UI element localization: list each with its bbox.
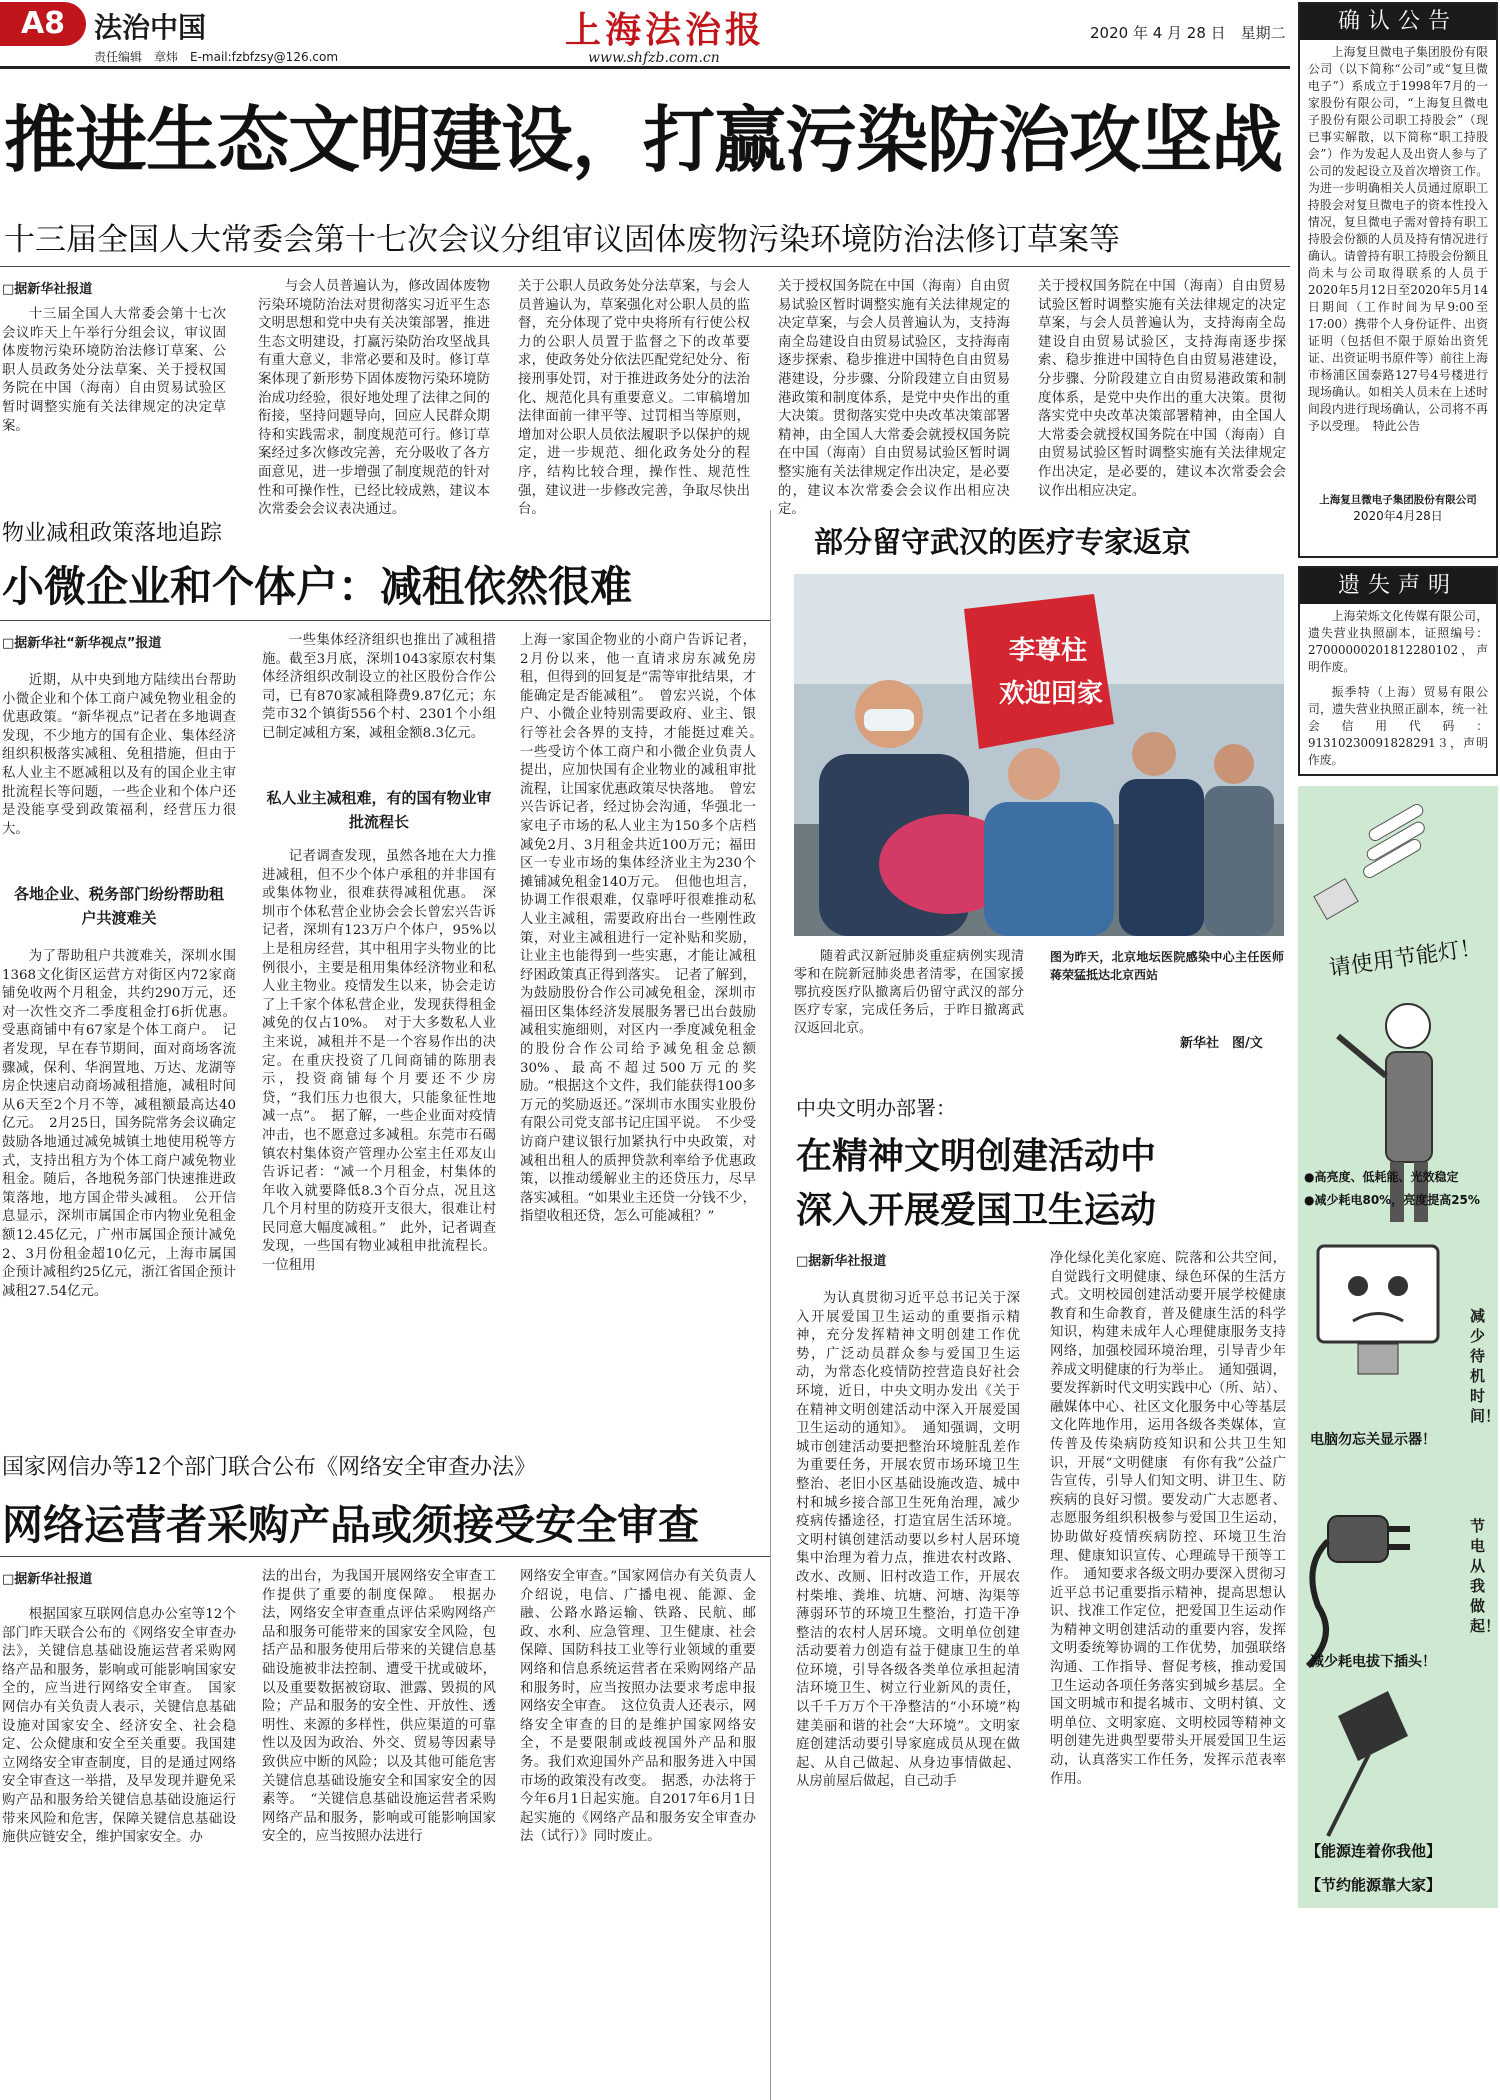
divider (0, 1556, 770, 1557)
ad-feature-2: ●减少耗电80%，亮度提高25% (1304, 1193, 1480, 1207)
ad-feature-1: ●高亮度、低耗能、光效稳定 (1304, 1170, 1459, 1184)
monitor-icon (1318, 1246, 1438, 1374)
lead-column-4: 关于授权国务院在中国（海南）自由贸易试验区暂时调整实施有关法律规定的决定草案，与会人员普遍认为，支持海南全岛建设自由贸易试验区，支持海南逐步探索、稳步推进中国特色自由贸易港建设，分步骤、分阶段建立自由贸易港政策和制度体系，是党中央作出的重大决策。贯彻落实党中央改革决策部署精神，由全国人大常委会就授权国务院在中国（海南）自由贸易试验区暂时调整实施有关法律规定作出决定，是必要的，建议本次常委会会议作出相应决定。 (778, 279, 1010, 518)
photo-credit: 新华社 图/文 (1180, 1036, 1263, 1051)
notice-confirmation-title: 确认公告 (1300, 4, 1496, 40)
column-divider (770, 510, 771, 2100)
issue-date: 2020 年 4 月 28 日 星期二 (1090, 24, 1286, 42)
lead-byline: □据新华社报道 (2, 282, 93, 297)
plug-icon (1308, 1516, 1410, 1666)
newspaper-url: www.shfzb.com.cn (588, 50, 720, 66)
ad-slogan: 请使用节能灯！ (1327, 935, 1484, 982)
editor-line: 责任编辑 章炜 E-mail:fzbfzsy@126.com (94, 50, 339, 64)
rent-column-2a: 一些集体经济组织也推出了减租措施。截至3月底，深圳1043家原农村集体经济组织改制设立的社区股份合作公司，已有870家减租降费9.87亿元；东莞市32个镇街556个村、2301个小组已制定减租方案，减租金额8.3亿元。 (262, 633, 496, 741)
civ-headline-1: 在精神文明创建活动中 (796, 1136, 1157, 1177)
lamp-icon (1328, 1691, 1408, 1836)
net-column-2: 法的出台，为我国开展网络安全审查工作提供了重要的制度保障。 根据办法，网络安全审查重点评估采购网络产品和服务可能带来的国家安全风险，包括产品和服务使用后带来的关键信息基础设施被非法控制、遭受干扰或破坏，以及重要数据被窃取、泄露、毁损的风险；产品和服务的安全性、开放性、透明性、来源的多样性，供应渠道的可靠性以及因为政治、外交、贸易等因素导致供应中断的风险；以及其他可能危害关键信息基础设施安全和国家安全的因素等。 “关键信息基础设施运营者采购网络产品和服务，影响或可能影响国家安全的，应当按照办法进行 (262, 1569, 496, 1845)
rent-column-1b: 为了帮助租户共渡难关，深圳水围1368文化街区运营方对街区内72家商铺免收两个月租金，共约290万元，还对一次性交齐二季度租金打6折优惠。受惠商铺中有67家是个体工商户。 记者发现，早在春节期间，面对商场客流骤减，保利、华润置地、万达、龙湖等房企快速启动商场减租措施，减租时间从6天至2个月不等，减租额最高达40亿元。 2月25日，国务院常务会议确定鼓励各地通过减免城镇土地使用税等方式，支持出租方为个体工商户减免物业租金。随后，各地税务部门快速推进政策落地，地方国企带头减租。 公开信息显示，深圳市属国企市内物业免租金额12.45亿元，广州市属国企预计减免2、3月份租金超10亿元，上海市属国企预计减租约25亿元，浙江省国企预计减租27.54亿元。 (2, 949, 236, 1299)
notice-confirmation-body: 上海复旦微电子集团股份有限公司（以下简称“公司”或“复旦微电子”）系成立于1998年7月的一家股份有限公司，“上海复旦微电子股份有限公司职工持股会”（现已事实解散，以下简称“职工持股会”）作为发起人及出资人参与了公司的发起设立及首次增资工作。为进一步明确相关人员通过原职工持股会对复旦微电子的资本性投入情况，复旦微电子需对曾持有职工持股会份额的人员及持有情况进行确认。请曾持有职工持股会份额且尚未与公司取得联系的人员于2020年5月12日至2020年5月14日期间（工作时间为早9:00至17:00）携带个人身份证件、出资证明（包括但不限于原始出资凭证、出资证明书原件等）前往上海市杨浦区国泰路127号4号楼进行现场确认。如相关人员未在上述时间段内进行现场确认，公司将不再予以受理。 特此公告 (1308, 45, 1488, 433)
civ-byline: □据新华社报道 (796, 1254, 887, 1269)
divider (0, 620, 770, 621)
net-headline: 网络运营者采购产品或须接受安全审查 (2, 1501, 699, 1549)
photo-headline: 部分留守武汉的医疗专家返京 (814, 525, 1192, 559)
notice-confirmation-date: 2020年4月28日 (1353, 509, 1443, 523)
notice-lost-title: 遗失声明 (1300, 568, 1496, 604)
notice-lost-body-2: 振季特（上海）贸易有限公司，遗失营业执照正副本，统一社会信用代码：91310230091828291３，声明作废。 (1308, 685, 1488, 767)
sign-text-2: 欢迎回家 (999, 679, 1104, 709)
ad-vertical-2: 节电从我做起！ (1470, 1517, 1500, 1635)
net-column-1: 根据国家互联网信息办公室等12个部门昨天联合公布的《网络安全审查办法》，关键信息基础设施运营者采购网络产品和服务，影响或可能影响国家安全的，应当进行网络安全审查。 国家网信办有关负责人表示，关键信息基础设施对国家安全、经济安全、社会稳定、公众健康和安全至关重要。我国建立网络安全审查制度，目的是通过网络安全审查这一举措，及早发现并避免采购产品和服务给关键信息基础设施运行带来风险和危害，保障关键信息基础设施供应链安全，维护国家安全。办 (2, 1607, 236, 1846)
rent-subhead-2: 私人业主减租难，有的国有物业审批流程长 (266, 789, 492, 831)
notice-confirmation (1298, 2, 1498, 558)
rent-kicker: 物业减租政策落地追踪 (2, 521, 223, 546)
notice-confirmation-company: 上海复旦微电子集团股份有限公司 (1319, 494, 1477, 506)
notice-lost-body-1: 上海荣烁文化传媒有限公司，遗失营业执照副本，证照编号：27000000201812280102，声明作废。 (1308, 609, 1488, 674)
civ-headline-2: 深入开展爱国卫生运动 (796, 1190, 1157, 1231)
lead-subheadline: 十三届全国人大常委会第十七次会议分组审议固体废物污染环境防治法修订草案等 (4, 222, 1120, 258)
net-kicker: 国家网信办等12个部门联合公布《网络安全审查办法》 (2, 1455, 536, 1480)
news-photo (794, 574, 1284, 936)
net-byline: □据新华社报道 (2, 1572, 93, 1587)
sign-text-1: 李尊柱 (1009, 636, 1088, 666)
man-illustration-icon (1338, 1004, 1432, 1222)
ad-line-1: 电脑勿忘关显示器！ (1310, 1432, 1436, 1448)
newspaper-logo: 上海法治报 (565, 9, 766, 51)
civ-column-1: 为认真贯彻习近平总书记关于深入开展爱国卫生运动的重要指示精神，充分发挥精神文明创建工作优势，广泛动员群众参与爱国卫生运动，为常态化疫情防控营造良好社会环境，近日，中央文明办发出《关于在精神文明创建活动中深入开展爱国卫生运动的通知》。 通知强调，文明城市创建活动要把整治环境脏乱差作为重要任务，开展农贸市场环境卫生整治、老旧小区基础设施改造、城中村和城乡接合部卫生死角治理，减少疫病传播途径，打造宜居生活环境。文明村镇创建活动要以乡村人居环境集中治理为着力点，推进农村改路、改水、改厕、旧村改造工作，开展农村柴堆、粪堆、坑塘、河塘、沟渠等薄弱环节的环境卫生整治，打造干净整洁的农村人居环境。文明单位创建活动要着力创造有益于健康卫生的单位环境，引导各级各类单位承担起清洁环境卫生、树立行业新风的责任，以千千万万个干净整洁的“小环境”构建美丽和谐的社会“大环境”。文明家庭创建活动要引导家庭成员从现在做起、从自己做起、从身边事情做起、从房前屋后做起，自己动手 (796, 1291, 1020, 1790)
lead-column-1: 十三届全国人大常委会第十七次会议昨天上午举行分组会议，审议固体废物污染环境防治法修订草案、公职人员政务处分法草案、关于授权国务院在中国（海南）自由贸易试验区暂时调整实施有关法律规定的决定草案。 (2, 307, 226, 434)
page-number: A8 (0, 2, 86, 46)
photo-caption-2: 图为昨天，北京地坛医院感染中心主任医师蒋荣猛抵达北京西站 (1050, 950, 1284, 982)
cfl-bulb-icon (1314, 802, 1427, 919)
rent-column-1a: 近期，从中央到地方陆续出台帮助小微企业和个体工商户减免物业租金的优惠政策。“新华视点”记者在多地调查发现，不少地方的国有企业、集体经济组织积极落实减租、免租措施，但由于私人业主不愿减租以及有的国企业主审批流程长等问题，一些企业和个体户还是没能享受到政策福利，经营压力很大。 (2, 673, 236, 837)
notice-lost (1298, 566, 1498, 776)
energy-ad (1298, 786, 1498, 1908)
lead-column-2: 与会人员普遍认为，修改固体废物污染环境防治法对贯彻落实习近平生态文明思想和党中央有关决策部署，推进生态文明建设，打赢污染防治攻坚战具有重大意义，非常必要和及时。修订草案体现了新形势下固体废物污染环境防治成功经验，很好地处理了法律之间的衔接，坚持问题导向，回应人民群众期待和实践需求，制度规范可行。修订草案经过多次修改完善，充分吸收了各方面意见，进一步增强了制度规范的针对性和可操作性，已经比较成熟，建议本次常委会会议表决通过。 (258, 279, 490, 518)
ad-illustration (1298, 786, 1498, 1908)
rent-byline: □据新华社“新华视点”报道 (2, 636, 162, 651)
rent-column-3: 上海一家国企物业的小商户告诉记者，2月份以来，他一直请求房东减免房租，但得到的回复是“需等审批结果，才能确定是否能减租”。 曾宏兴说，个体户、小微企业特别需要政府、业主、银行等社会各界的支持，才能挺过难关。 一些受访个体工商户和小微企业负责人提出，应加快国有企业物业的减租审批流程，让国家优惠政策尽快落地。 曾宏兴告诉记者，经过协会沟通，华强北一家电子市场的私人业主为150多个店档减免2月、3月租金共近100万元；福田区一专业市场的集体经济业主为230个摊铺减免租金140万元。 但他也坦言，协调工作很艰难，仅靠呼吁很难推动私人业主减租，需要政府出台一些刚性政策，对业主减租进行一定补贴和奖励，让业主也能得到一些实惠，才能让减租纾困政策真正得到落实。 记者了解到，为鼓励股份合作公司减免租金，深圳市福田区集体经济发展服务署已出台鼓励减租实施细则，对区内一季度减免租金的股份合作公司给予减免租金总额30%、最高不超过500万元的奖励。“根据这个文件，我们能获得100多万元的奖励返还。”深圳市水围实业股份有限公司党支部书记庄国平说。 不少受访商户建议银行加紧执行中央政策，对减租出租人的质押贷款利率给予优惠政策，以推动缓解业主的还贷压力，尽早落实减租。“如果业主还贷一分钱不少，指望收租还贷，怎么可能减租？” (520, 633, 770, 1225)
rent-subhead-1: 各地企业、税务部门纷纷帮助租户共渡难关 (13, 885, 224, 927)
divider (0, 266, 1290, 267)
civ-kicker: 中央文明办部署： (796, 1096, 956, 1120)
masthead-rule (0, 66, 1290, 69)
section-title: 法治中国 (94, 11, 207, 44)
ad-line-2: 减少耗电拔下插头！ (1310, 1654, 1436, 1670)
lead-headline: 推进生态文明建设，打赢污染防治攻坚战 (4, 98, 1283, 182)
photo-illustration (794, 574, 1284, 936)
rent-column-2b: 记者调查发现，虽然各地在大力推进减租，但不少个体户承租的并非国有或集体物业，很难获得减租优惠。 深圳市个体私营企业协会会长曾宏兴告诉记者，深圳有123万户个体户，95%以上是租房经营，其中租用字头物业的比例很小，主要是租用集体经济物业和私人业主物业。疫情发生以来，协会走访了上千家个体私营企业，发现获得租金减免的仅占10%。 对于大多数私人业主来说，减租并不是一个容易作出的决定。在重庆投资了几间商铺的陈朋表示，投资商铺每个月要还不少房贷，“我们压力也很大，只能象征性地减一点”。 据了解，一些企业面对疫情冲击，也不愿意过多减租。东莞市石碣镇农村集体资产管理办公室主任邓友山告诉记者：“减一个月租金，村集体的年收入就要降低8.3个百分点，况且这几个月村里的防疫开支很大，很难让村民同意大幅度减租。” 此外，记者调查发现，一些国有物业减租申批流程长。一位租用 (262, 849, 496, 1274)
lead-column-5: 关于授权国务院在中国（海南）自由贸易试验区暂时调整实施有关法律规定的决定草案，与会人员普遍认为，支持海南全岛建设自由贸易试验区，支持海南逐步探索、稳步推进中国特色自由贸易港建设，分步骤、分阶段建立自由贸易港政策和制度体系，是党中央作出的重大决策。贯彻落实党中央改革决策部署精神，由全国人大常委会就授权国务院在中国（海南）自由贸易试验区暂时调整实施有关法律规定作出决定，是必要的，建议本次常委会会议作出相应决定。 (1038, 279, 1286, 499)
rent-headline: 小微企业和个体户：减租依然很难 (2, 562, 633, 611)
ad-vertical-1: 减少待机时间！ (1470, 1307, 1500, 1425)
ad-footer-2: 【节约能源靠大家】 (1306, 1876, 1442, 1894)
civ-column-2: 净化绿化美化家庭、院落和公共空间，自觉践行文明健康、绿色环保的生活方式。文明校园创建活动要开展学校健康教育和生命教育，普及健康生活的科学知识，构建未成年人心理健康服务支持网络，加强校园环境治理，引导青少年养成文明健康的行为举止。 通知强调，要发挥新时代文明实践中心（所、站）、融媒体中心、社区文化服务中心等基层文化阵地作用，运用各级各类媒体，宣传普及传染病防疫知识和公共卫生知识，开展“文明健康 有你有我”公益广告宣传，引导人们知文明、讲卫生、防疾病的良好习惯。要发动广大志愿者、志愿服务组织积极参与爱国卫生运动，协助做好疫情疾病防控、环境卫生治理、健康知识宣传、心理疏导干预等工作。 通知要求各级文明办要深入贯彻习近平总书记重要指示精神，提高思想认识、找准工作定位，把爱国卫生运动作为精神文明创建活动的重要内容，发挥文明委统筹协调的工作优势，加强联络沟通、工作指导、督促考核，推动爱国卫生运动各项任务落实到城乡基层。全国文明城市和提名城市、文明村镇、文明单位、文明家庭、文明校园等精神文明创建先进典型要带头开展爱国卫生运动，认真落实工作任务，发挥示范表率作用。 (1050, 1251, 1286, 1787)
lead-column-3: 关于公职人员政务处分法草案，与会人员普遍认为，草案强化对公职人员的监督，充分体现了党中央将所有行使公权力的公职人员置于监督之下的改革要求，使政务处分依法匹配党纪处分、衔接刑事处罚，对于推进政务处分的法治化、规范化具有重要意义。二审稿增加法律面前一律平等、过罚相当等原则，增加对公职人员依法履职予以保护的规定，进一步规范、细化政务处分的程序，结构比较合理，操作性、规范性强，建议进一步修改完善，争取尽快出台。 (518, 279, 750, 518)
photo-caption: 随着武汉新冠肺炎重症病例实现清零和在院新冠肺炎患者清零，在国家援鄂抗疫医疗队撤离后仍留守武汉的部分医疗专家，完成任务后，于昨日撤离武汉返回北京。 (794, 949, 1024, 1036)
net-column-3: 网络安全审查。”国家网信办有关负责人介绍说，电信、广播电视、能源、金融、公路水路运输、铁路、民航、邮政、水利、应急管理、卫生健康、社会保障、国防科技工业等行业领域的重要网络和信息系统运营者在采购网络产品和服务时，应当按照办法要求考虑申报网络安全审查。 这位负责人还表示，网络安全审查的目的是维护国家网络安全，不是要限制或歧视国外产品和服务。我们欢迎国外产品和服务进入中国市场的政策没有改变。 据悉，办法将于今年6月1日起实施。自2017年6月1日起实施的《网络产品和服务安全审查办法（试行）》同时废止。 (520, 1569, 756, 1845)
ad-footer-1: 【能源连着你我他】 (1306, 1842, 1442, 1860)
